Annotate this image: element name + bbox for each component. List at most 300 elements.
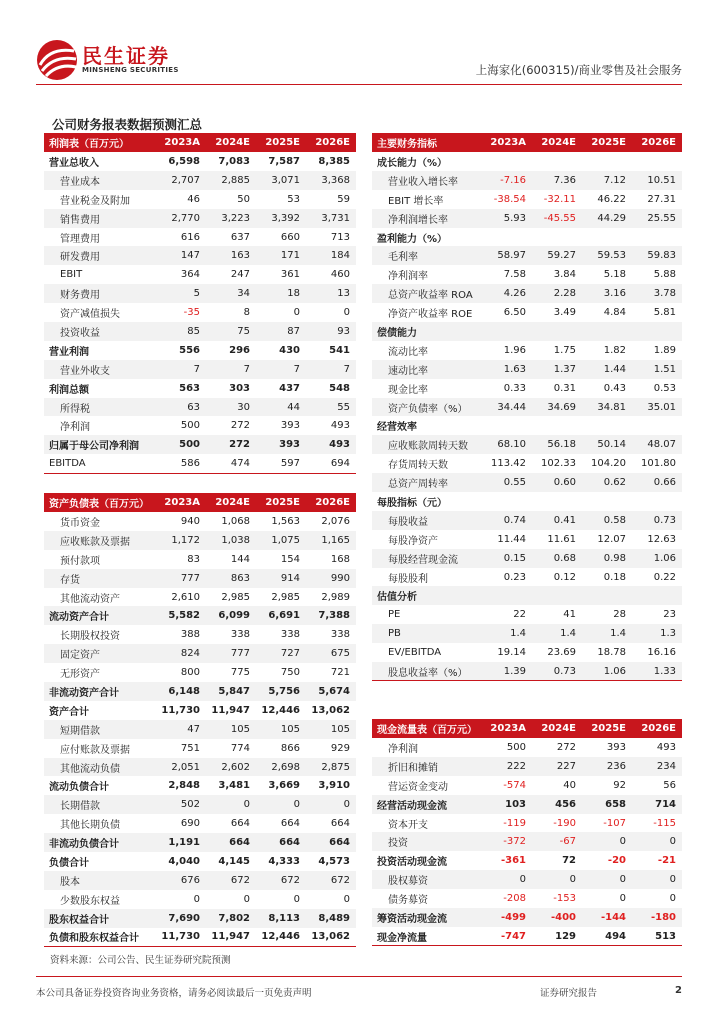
- cell-value: [532, 152, 582, 171]
- table-row: [372, 265, 682, 284]
- table-row: [372, 511, 682, 530]
- cell-value: 2,985: [221, 591, 250, 603]
- table-row: [44, 435, 356, 454]
- cell-value: 513: [632, 927, 682, 946]
- cell-value: 5: [156, 284, 206, 303]
- cell-value: 7.12: [582, 171, 632, 190]
- cell-value: 11,947: [206, 928, 256, 947]
- cell-value: 750: [280, 667, 300, 679]
- cell-value: 0: [582, 832, 632, 851]
- table-row: [44, 416, 356, 435]
- cell-value: 777: [156, 569, 206, 588]
- cell-value: 4,333: [268, 855, 300, 867]
- row-label: 总资产周转率: [372, 473, 482, 492]
- cell-value: 1.4: [582, 624, 632, 643]
- cell-value: 47: [156, 720, 206, 739]
- table-row: [372, 379, 682, 398]
- table-row: [44, 569, 356, 588]
- table-row: [372, 473, 682, 492]
- cell-value: -32.11: [543, 193, 576, 205]
- cell-value: -119: [503, 817, 526, 829]
- cell-value: 22: [513, 609, 526, 621]
- table-row: [372, 284, 682, 303]
- row-label: 股权募资: [372, 870, 482, 889]
- cell-value: [582, 228, 632, 247]
- cell-value: 777: [206, 644, 256, 663]
- column-header: 2024E: [206, 133, 256, 152]
- table-row: [44, 228, 356, 247]
- row-label: EBITDA: [44, 454, 156, 473]
- cell-value: 46: [187, 193, 200, 205]
- table-row: [372, 416, 682, 435]
- cell-value: 456: [532, 795, 582, 814]
- cell-value: 2,875: [306, 758, 356, 777]
- row-label: 营业总收入: [49, 157, 99, 169]
- row-label: 每股股利: [388, 573, 428, 585]
- table-row: [372, 795, 682, 814]
- column-header: 2026E: [632, 133, 682, 152]
- cell-value: 18.78: [597, 647, 626, 659]
- table-row: [372, 586, 682, 605]
- cell-value: 1.63: [482, 360, 532, 379]
- cell-value: 0: [482, 870, 532, 889]
- cell-value: -21: [657, 855, 676, 867]
- cell-value: 44.29: [582, 209, 632, 228]
- cell-value: 0: [669, 893, 676, 905]
- cell-value: 0: [256, 795, 306, 814]
- cell-value: 0.74: [482, 511, 532, 530]
- section-title: 公司财务报表数据预测汇总: [52, 117, 203, 132]
- table-row: [44, 701, 356, 720]
- cell-value: 637: [230, 231, 250, 243]
- footer-divider: [36, 976, 682, 977]
- cell-value: 11.44: [497, 533, 526, 545]
- column-header: 2025E: [256, 493, 306, 512]
- cell-value: 751: [180, 742, 200, 754]
- cell-value: 234: [632, 757, 682, 776]
- cell-value: [582, 416, 632, 435]
- cell-value: 0: [306, 795, 356, 814]
- cell-value: 6,148: [156, 682, 206, 701]
- cell-value: 23.69: [547, 647, 576, 659]
- cell-value: 55: [306, 398, 356, 417]
- logo-text-en: MINSHENG SECURITIES: [82, 66, 179, 74]
- row-label: 非流动资产合计: [44, 682, 156, 701]
- cell-value: 0: [243, 893, 250, 905]
- table-row: [372, 530, 682, 549]
- cell-value: 3,368: [306, 171, 356, 190]
- cell-value: 3.78: [632, 284, 682, 303]
- cell-value: 34.81: [582, 398, 632, 417]
- cell-value: 75: [206, 322, 256, 341]
- table-row: [44, 871, 356, 890]
- cell-value: 171: [256, 246, 306, 265]
- cell-value: 0.68: [532, 549, 582, 568]
- cell-value: 0: [343, 893, 350, 905]
- table-row: [44, 531, 356, 550]
- row-label: 资产减值损失: [60, 309, 120, 321]
- cell-value: 3,669: [268, 780, 300, 792]
- row-label: 营业成本: [44, 171, 156, 190]
- cell-value: 0.31: [553, 382, 576, 394]
- row-label: 股息收益率（%）: [372, 662, 482, 681]
- table-row: [372, 870, 682, 889]
- table-row: [372, 927, 682, 946]
- cell-value: 30: [206, 398, 256, 417]
- financial-ratios-table: [372, 133, 682, 681]
- cell-value: [632, 322, 682, 341]
- table-row: [44, 928, 356, 947]
- cell-value: -208: [503, 893, 526, 905]
- table-row: [372, 757, 682, 776]
- row-label: 净利润增长率: [372, 209, 482, 228]
- cell-value: 500: [506, 741, 526, 753]
- cell-value: 7.58: [503, 269, 526, 281]
- row-label: 少数股东权益: [60, 895, 120, 907]
- cell-value: [632, 416, 682, 435]
- cell-value: 940: [180, 515, 200, 527]
- cell-value: 493: [306, 435, 356, 454]
- cell-value: 672: [206, 871, 256, 890]
- cell-value: 597: [256, 454, 306, 473]
- cell-value: 0.23: [503, 571, 526, 583]
- cell-value: 53: [287, 193, 300, 205]
- cell-value: 0.53: [653, 382, 676, 394]
- cell-value: 774: [230, 742, 250, 754]
- row-label: 经营效率: [377, 422, 417, 434]
- column-header: 2023A: [482, 719, 532, 738]
- row-label: 经营活动现金流: [372, 795, 482, 814]
- cell-value: [482, 416, 532, 435]
- cell-value: -400: [532, 908, 582, 927]
- table-row: [44, 814, 356, 833]
- cell-value: 3.16: [582, 284, 632, 303]
- row-label: 资本开支: [388, 819, 428, 831]
- table-row: [44, 303, 356, 322]
- cell-value: 28: [613, 609, 626, 621]
- cell-value: 0.41: [532, 511, 582, 530]
- cell-value: 184: [306, 246, 356, 265]
- cell-value: 727: [256, 644, 306, 663]
- cell-value: 664: [330, 818, 350, 830]
- table-row: [372, 738, 682, 757]
- cell-value: 92: [613, 779, 626, 791]
- cell-value: 694: [306, 454, 356, 473]
- row-label: 投资活动现金流: [377, 857, 447, 869]
- table-title: 主要财务指标: [372, 133, 482, 152]
- cell-value: 775: [230, 667, 250, 679]
- table-row: [372, 152, 682, 171]
- cell-value: 272: [206, 435, 256, 454]
- table-row: [372, 322, 682, 341]
- table-row: [44, 852, 356, 871]
- table-row: [44, 209, 356, 228]
- row-label: 投资: [372, 832, 482, 851]
- cell-value: 1.75: [553, 344, 576, 356]
- row-label: 存货周转天数: [388, 460, 448, 472]
- cell-value: 40: [563, 779, 576, 791]
- cell-value: 563: [179, 382, 200, 394]
- cell-value: 364: [180, 269, 200, 281]
- table-row: [372, 624, 682, 643]
- cell-value: 0.73: [632, 511, 682, 530]
- table-row: [372, 605, 682, 624]
- row-label: 流动负债合计: [49, 782, 109, 794]
- cell-value: -153: [553, 893, 576, 905]
- cell-value: 34.69: [532, 398, 582, 417]
- table-row: [372, 662, 682, 681]
- cell-value: -20: [607, 855, 626, 867]
- cell-value: 105: [306, 720, 356, 739]
- row-label: 净利润: [388, 743, 418, 755]
- cell-value: 56.18: [532, 435, 582, 454]
- cell-value: 3,481: [218, 780, 250, 792]
- cell-value: 59.83: [632, 246, 682, 265]
- cell-value: 1.89: [653, 344, 676, 356]
- row-label: 资产合计: [49, 706, 89, 718]
- cell-value: 0: [293, 893, 300, 905]
- table-header-row: [372, 133, 682, 152]
- row-label: 短期借款: [44, 720, 156, 739]
- cell-value: 721: [330, 667, 350, 679]
- company-title: 上海家化(600315)/商业零售及社会服务: [475, 63, 682, 77]
- source-note: 资料来源：公司公告、民生证券研究院预测: [50, 955, 231, 966]
- cell-value: 493: [330, 420, 350, 432]
- row-label: 每股收益: [372, 511, 482, 530]
- cell-value: 19.14: [497, 647, 526, 659]
- cell-value: 664: [206, 833, 256, 852]
- cell-value: 500: [180, 420, 200, 432]
- table-row: [372, 398, 682, 417]
- cell-value: 388: [180, 629, 200, 641]
- row-label: 其他流动负债: [44, 758, 156, 777]
- cell-value: 0: [582, 870, 632, 889]
- row-label: 资产负债率（%）: [372, 398, 482, 417]
- row-label: 固定资产: [44, 644, 156, 663]
- row-label: 股东权益合计: [44, 909, 156, 928]
- cell-value: 1.3: [632, 624, 682, 643]
- cell-value: 664: [306, 833, 356, 852]
- table-row: [44, 341, 356, 360]
- cell-value: 58.97: [482, 246, 532, 265]
- cell-value: 272: [556, 741, 576, 753]
- cell-value: 2,698: [256, 758, 306, 777]
- cell-value: 5.88: [653, 269, 676, 281]
- cell-value: [582, 152, 632, 171]
- table-row: [372, 435, 682, 454]
- table-row: [44, 322, 356, 341]
- table-row: [44, 758, 356, 777]
- cell-value: [632, 586, 682, 605]
- table-row: [372, 228, 682, 247]
- cell-value: 0.66: [632, 473, 682, 492]
- cell-value: 0.22: [653, 571, 676, 583]
- cell-value: 16.16: [647, 647, 676, 659]
- row-label: 研发费用: [44, 246, 156, 265]
- row-label: EBIT: [60, 269, 83, 281]
- cell-value: 6,598: [168, 155, 200, 167]
- cell-value: 493: [656, 741, 676, 753]
- cell-value: 101.80: [641, 458, 676, 470]
- table-row: [372, 643, 682, 662]
- table-row: [372, 832, 682, 851]
- cell-value: 1,191: [156, 833, 206, 852]
- cell-value: 672: [306, 871, 356, 890]
- table-row: [44, 265, 356, 284]
- cell-value: 0: [206, 795, 256, 814]
- column-header: 2024E: [532, 719, 582, 738]
- cell-value: 2,770: [156, 209, 206, 228]
- table-row: [372, 549, 682, 568]
- row-label: 归属于母公司净利润: [44, 435, 156, 454]
- cell-value: 222: [482, 757, 532, 776]
- cell-value: -361: [500, 855, 526, 867]
- cell-value: 2,985: [271, 591, 300, 603]
- cell-value: 0: [293, 307, 300, 319]
- row-label: 速动比率: [372, 360, 482, 379]
- cell-value: 11,730: [156, 928, 206, 947]
- page-number: 2: [675, 985, 682, 996]
- cell-value: 1.33: [632, 662, 682, 681]
- table-row: [44, 454, 356, 473]
- cell-value: 5.93: [482, 209, 532, 228]
- column-header: 2025E: [256, 133, 306, 152]
- cell-value: 50: [237, 193, 250, 205]
- cell-value: -45.55: [532, 209, 582, 228]
- row-label: 每股指标（元）: [377, 497, 447, 509]
- row-label: 总资产收益率 ROA: [372, 284, 482, 303]
- cell-value: 63: [156, 398, 206, 417]
- column-header: 2024E: [206, 493, 256, 512]
- cell-value: 83: [187, 553, 200, 565]
- table-header-row: [44, 493, 356, 512]
- cell-value: [532, 416, 582, 435]
- table-row: [44, 833, 356, 852]
- cell-value: 13,062: [311, 704, 350, 716]
- table-row: [44, 720, 356, 739]
- cell-value: 541: [329, 344, 350, 356]
- table-row: [44, 588, 356, 607]
- column-header: 2026E: [306, 133, 356, 152]
- cell-value: 50.14: [582, 435, 632, 454]
- cell-value: 104.20: [591, 458, 626, 470]
- cell-value: 0.12: [553, 571, 576, 583]
- row-label: 财务费用: [44, 284, 156, 303]
- cell-value: 0.62: [582, 473, 632, 492]
- row-label: 营业外收支: [44, 360, 156, 379]
- row-label: 存货: [44, 569, 156, 588]
- cell-value: [532, 228, 582, 247]
- row-label: 折旧和摊销: [372, 757, 482, 776]
- column-header: 2023A: [156, 133, 206, 152]
- cell-value: 5.18: [603, 269, 626, 281]
- cell-value: 990: [306, 569, 356, 588]
- cell-value: 393: [256, 435, 306, 454]
- cell-value: 12.63: [647, 533, 676, 545]
- cell-value: 34: [206, 284, 256, 303]
- table-row: [44, 739, 356, 758]
- row-label: 估值分析: [372, 586, 482, 605]
- table-row: [44, 909, 356, 928]
- cell-value: 338: [230, 629, 250, 641]
- cell-value: [582, 322, 632, 341]
- table-title: 资产负债表（百万元）: [44, 493, 156, 512]
- cell-value: 863: [206, 569, 256, 588]
- row-label: EBIT 增长率: [388, 195, 444, 207]
- cell-value: 2.28: [532, 284, 582, 303]
- cell-value: 168: [330, 553, 350, 565]
- cell-value: [632, 152, 682, 171]
- row-label: 净利润: [60, 422, 90, 434]
- cell-value: 247: [230, 269, 250, 281]
- row-label: 毛利率: [372, 246, 482, 265]
- cell-value: 0.33: [503, 382, 526, 394]
- cell-value: -372: [482, 832, 532, 851]
- cell-value: 7: [206, 360, 256, 379]
- table-row: [44, 379, 356, 398]
- cell-value: 2,989: [321, 591, 350, 603]
- cell-value: 4.26: [482, 284, 532, 303]
- cell-value: [582, 492, 632, 511]
- cell-value: 41: [563, 609, 576, 621]
- cell-value: 0: [632, 832, 682, 851]
- cell-value: 105: [256, 720, 306, 739]
- cell-value: 227: [532, 757, 582, 776]
- cell-value: [482, 322, 532, 341]
- cell-value: 676: [156, 871, 206, 890]
- column-header: 2023A: [482, 133, 532, 152]
- cell-value: 35.01: [632, 398, 682, 417]
- table-row: [44, 398, 356, 417]
- cell-value: 87: [256, 322, 306, 341]
- table-row: [372, 851, 682, 870]
- row-label: 管理费用: [60, 233, 100, 245]
- cell-value: 714: [632, 795, 682, 814]
- cell-value: 2,848: [168, 780, 200, 792]
- table-row: [372, 209, 682, 228]
- cell-value: -574: [503, 779, 526, 791]
- header-divider: [36, 84, 682, 85]
- cell-value: 1.39: [482, 662, 532, 681]
- cell-value: 0.43: [603, 382, 626, 394]
- cell-value: 5,756: [256, 682, 306, 701]
- cell-value: 0.18: [603, 571, 626, 583]
- cell-value: 1,563: [271, 515, 300, 527]
- cell-value: 690: [180, 818, 200, 830]
- table-row: [372, 908, 682, 927]
- cell-value: -144: [582, 908, 632, 927]
- cell-value: 0.55: [482, 473, 532, 492]
- cell-value: 1.51: [632, 360, 682, 379]
- cell-value: 0.60: [532, 473, 582, 492]
- cell-value: 12,446: [261, 704, 300, 716]
- table-row: [372, 171, 682, 190]
- cell-value: 1.06: [582, 662, 632, 681]
- cell-value: 664: [280, 818, 300, 830]
- table-row: [44, 152, 356, 171]
- cell-value: 296: [229, 344, 250, 356]
- column-header: 2026E: [632, 719, 682, 738]
- cell-value: 8,489: [306, 909, 356, 928]
- table-row: [44, 284, 356, 303]
- cell-value: 5.81: [653, 307, 676, 319]
- cell-value: 34.44: [482, 398, 532, 417]
- cell-value: 1,075: [256, 531, 306, 550]
- row-label: 现金净流量: [372, 927, 482, 946]
- row-label: 应收账款及票据: [44, 531, 156, 550]
- table-row: [44, 190, 356, 209]
- cell-value: 8,385: [318, 155, 350, 167]
